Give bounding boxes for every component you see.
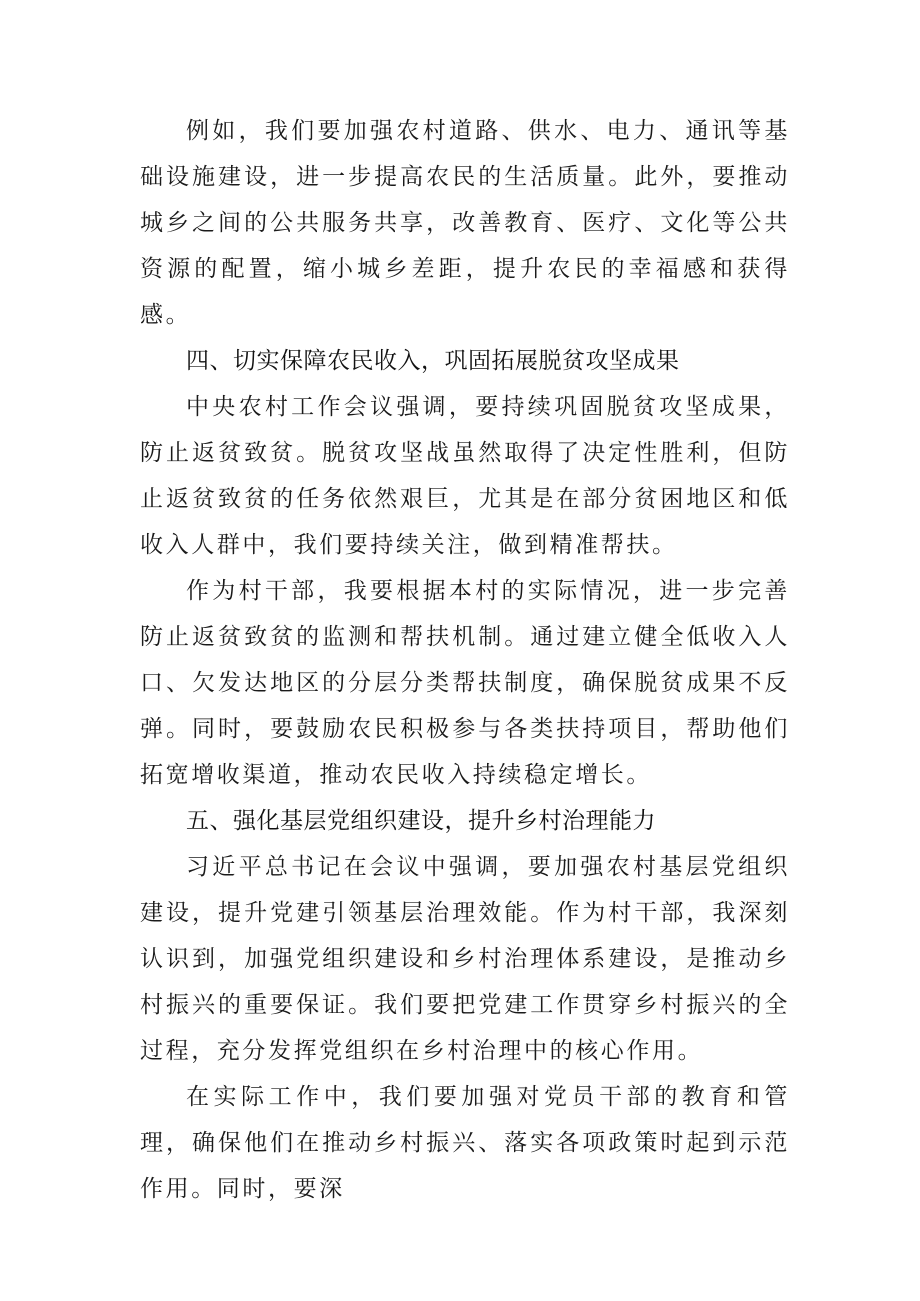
paragraph-practical-work: 在实际工作中，我们要加强对党员干部的教育和管理，确保他们在推动乡村振兴、落实各项政策时起到示范作用。同时，要深 xyxy=(140,1084,790,1202)
paragraph-village-cadre-poverty: 作为村干部，我要根据本村的实际情况，进一步完善防止返贫致贫的监测和帮扶机制。通过建立健全低收入人口、欠发达地区的分层分类帮扶制度，确保脱贫成果不反弹。同时，要鼓励农民积极参与各类扶持项目，帮助他们拓宽增收渠道，推动农民收入持续稳定增长。 xyxy=(140,578,790,788)
section-heading-4: 四、切实保障农民收入，巩固拓展脱贫攻坚成果 xyxy=(186,348,680,374)
paragraph-party-building: 习近平总书记在会议中强调，要加强农村基层党组织建设，提升党建引领基层治理效能。作为村干部，我深刻认识到，加强党组织建设和乡村治理体系建设，是推动乡村振兴的重要保证。我们要把党建工作贯穿乡村振兴的全过程，充分发挥党组织在乡村治理中的核心作用。 xyxy=(140,854,790,1064)
document-body xyxy=(140,108,790,1212)
paragraph-infrastructure: 例如，我们要加强农村道路、供水、电力、通讯等基础设施建设，进一步提高农民的生活质量。此外，要推动城乡之间的公共服务共享，改善教育、医疗、文化等公共资源的配置，缩小城乡差距，提升农民的幸福感和获得感。 xyxy=(140,118,790,328)
paragraph-poverty-consolidation: 中央农村工作会议强调，要持续巩固脱贫攻坚成果，防止返贫致贫。脱贫攻坚战虽然取得了决定性胜利，但防止返贫致贫的任务依然艰巨，尤其是在部分贫困地区和低收入人群中，我们要持续关注，做到精准帮扶。 xyxy=(140,394,790,558)
section-heading-5: 五、强化基层党组织建设，提升乡村治理能力 xyxy=(186,808,656,834)
